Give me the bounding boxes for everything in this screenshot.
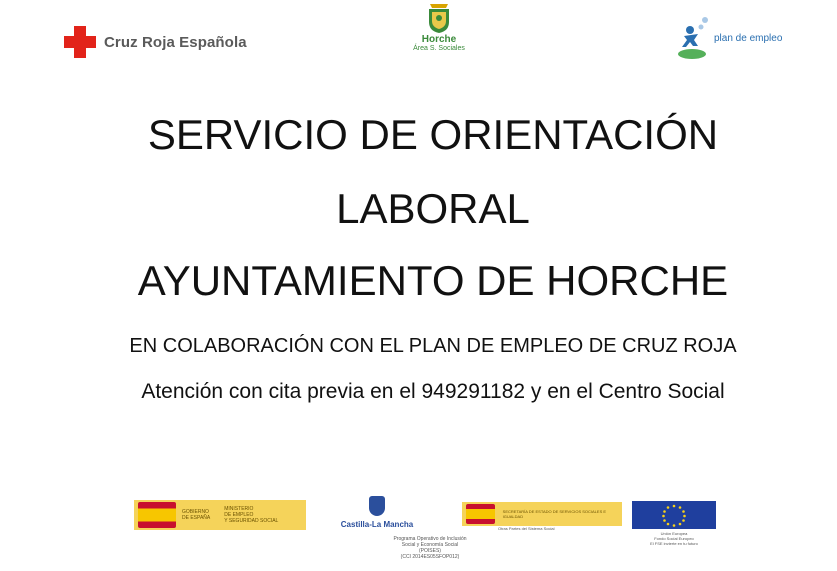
title-line-1: SERVICIO DE ORIENTACIÓN (147, 111, 719, 158)
collaboration-text: EN COLABORACIÓN CON EL PLAN DE EMPLEO DE CRUZ ROJA (129, 335, 737, 357)
ministerio-line2: DE EMPLEO (224, 512, 254, 518)
ministerio-text (224, 506, 278, 524)
secretaria-text: SECRETARÍA DE ESTADO DE SERVICIOS SOCIALES E IGUALDAD (502, 509, 607, 519)
gobierno-text (182, 509, 210, 521)
eu-stars-icon (632, 501, 716, 529)
plan-empleo-icon (676, 16, 710, 60)
clm-castle-icon (369, 496, 385, 516)
spain-shield-icon (466, 504, 495, 524)
program-line1: Programa Operativo de Inclusión (393, 536, 467, 542)
horche-crest-icon (422, 0, 456, 34)
eu-flag-logo (632, 501, 716, 529)
program-line4: (CCI 2014ES05SFOP012) (400, 554, 460, 560)
ministerio-line1: MINISTERIO (224, 506, 254, 512)
castilla-la-mancha-logo (336, 496, 418, 534)
eu-text (632, 531, 716, 546)
cruz-roja-logo (62, 24, 247, 60)
red-cross-icon (62, 24, 98, 60)
eu-line2: Fondo Social Europeo (654, 536, 694, 541)
program-line2: Social y Economía Social (401, 542, 459, 548)
secretaria-estado-logo (462, 502, 622, 526)
title-line-2: LABORAL (336, 185, 530, 232)
horche-name: Horche (421, 34, 457, 45)
eu-line1: Unión Europea (660, 531, 688, 536)
program-line3: (POISES) (419, 548, 441, 554)
gobierno-espana-logo (134, 500, 306, 530)
ministerio-line3: Y SEGURIDAD SOCIAL (224, 518, 279, 524)
horche-subtitle: Área S. Sociales (413, 45, 465, 52)
plan-empleo-name: plan de empleo (714, 32, 783, 44)
gobierno-line1: GOBIERNO (182, 509, 209, 515)
plan-empleo-logo (676, 16, 782, 60)
cruz-roja-name: Cruz Roja Española (104, 33, 247, 51)
title-line-3: AYUNTAMIENTO DE HORCHE (137, 257, 729, 304)
appointment-text: Atención con cita previa en el 949291182 y en el Centro Social (141, 380, 725, 403)
clm-name: Castilla-La Mancha (340, 520, 414, 529)
gobierno-line2: DE ESPAÑA (182, 515, 211, 521)
secretaria-under-text: Otras Partes del Sistema Social (498, 526, 555, 531)
eu-line3: El FSE invierte en tu futuro (650, 541, 698, 546)
spain-shield-icon (138, 502, 176, 528)
poises-program-text (360, 536, 500, 560)
horche-logo (405, 0, 473, 58)
